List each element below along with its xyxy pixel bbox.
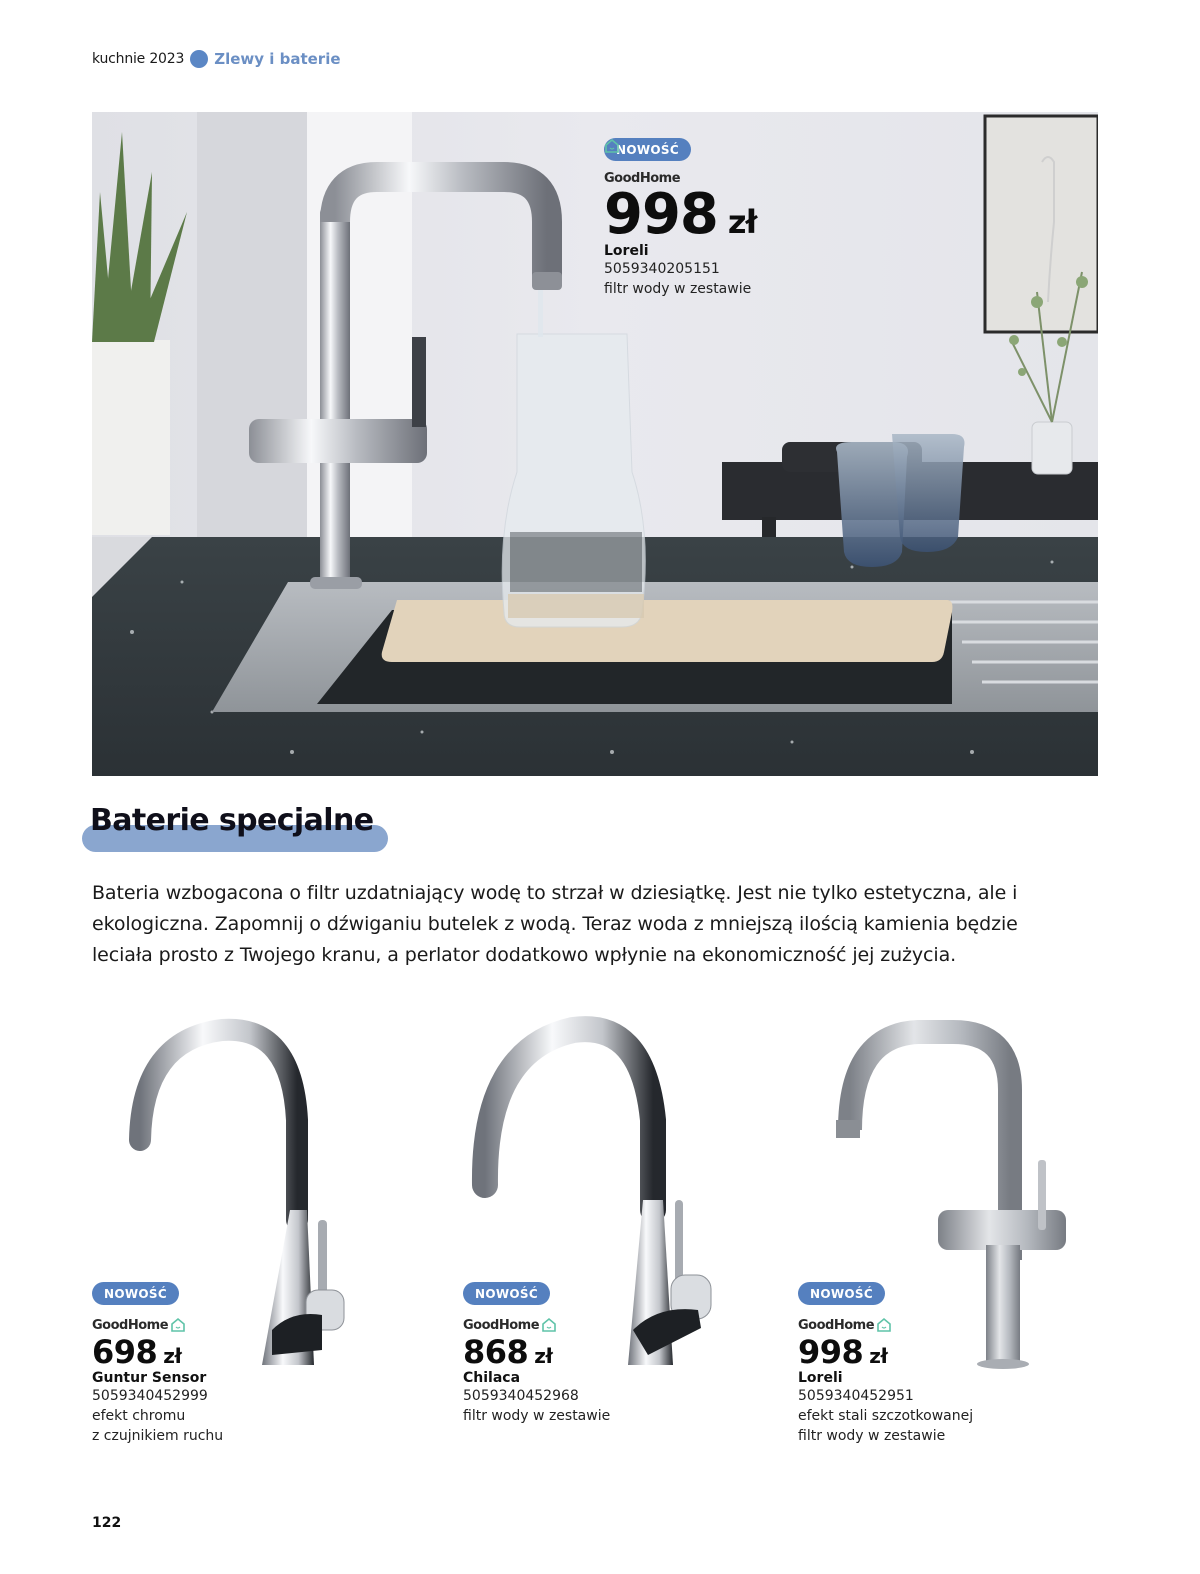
product-code: 5059340452999	[92, 1388, 208, 1404]
price-value: 868	[463, 1333, 529, 1371]
product-feature: filtr wody w zestawie	[604, 281, 752, 298]
price	[798, 1333, 973, 1371]
product-name: Loreli	[798, 1370, 843, 1386]
brand-name: GoodHome	[92, 1317, 169, 1333]
price-value: 998	[798, 1333, 864, 1371]
product-info	[798, 1282, 973, 1446]
product-feature-1: efekt chromu	[92, 1408, 186, 1424]
price	[604, 182, 757, 247]
new-badge: NOWOŚĆ	[92, 1282, 179, 1305]
product-feature-2: z czujnikiem ruchu	[92, 1428, 224, 1444]
hero-photo	[92, 112, 1098, 776]
brand-name: GoodHome	[463, 1317, 540, 1333]
price-currency: zł	[869, 1344, 888, 1368]
product-card-chilaca[interactable]	[463, 1010, 793, 1470]
house-icon	[541, 1317, 557, 1333]
price-currency: zł	[163, 1344, 182, 1368]
house-icon	[876, 1317, 892, 1333]
brand-logo	[92, 1317, 223, 1333]
section-dot-icon	[190, 50, 208, 68]
price-currency: zł	[534, 1344, 553, 1368]
product-feature-1: filtr wody w zestawie	[463, 1408, 611, 1424]
section-heading	[82, 803, 373, 838]
product-code: 5059340452968	[463, 1388, 579, 1404]
new-badge: NOWOŚĆ	[798, 1282, 885, 1305]
brand-name: GoodHome	[604, 171, 681, 186]
breadcrumb	[92, 50, 341, 68]
product-name: Guntur Sensor	[92, 1370, 207, 1386]
product-name: Chilaca	[463, 1370, 521, 1386]
product-card-loreli[interactable]	[798, 1010, 1128, 1470]
house-icon	[170, 1317, 186, 1333]
product-code: 5059340205151	[604, 261, 720, 278]
price-currency: zł	[727, 203, 757, 241]
price-value: 698	[92, 1333, 158, 1371]
price	[92, 1333, 223, 1371]
house-icon	[604, 138, 620, 154]
product-feature-1: efekt stali szczotkowanej	[798, 1408, 974, 1424]
new-badge: NOWOŚĆ	[604, 138, 691, 161]
product-code: 5059340452951	[798, 1388, 914, 1404]
product-card-guntur[interactable]	[92, 1010, 422, 1470]
brand-name: GoodHome	[798, 1317, 875, 1333]
product-info	[463, 1282, 610, 1426]
new-badge: NOWOŚĆ	[463, 1282, 550, 1305]
section-label: Zlewy i baterie	[214, 50, 341, 68]
hero-price-tag	[604, 138, 756, 300]
price-value: 998	[604, 182, 718, 247]
section-title: Baterie specjalne	[90, 803, 374, 838]
page-number: 122	[92, 1515, 122, 1531]
product-name: Loreli	[604, 243, 649, 260]
price	[463, 1333, 610, 1371]
kitchen-sink-photo	[92, 112, 1098, 776]
catalog-label: kuchnie 2023	[92, 51, 185, 67]
product-info	[92, 1282, 223, 1446]
intro-paragraph: Bateria wzbogacona o filtr uzdatniający wodę to strzał w dziesiątkę. Jest nie tylko estetyczna, ale i ekologiczna. Zapomnij o dźwiganiu butelek z wodą. Teraz woda z mniejszą ilością kamienia będzie leciała prosto z Twojego kranu, a perlator dodatkowo wpłynie na ekonomiczność jej zużycia.	[92, 882, 1018, 966]
brand-logo	[798, 1317, 973, 1333]
product-feature-2: filtr wody w zestawie	[798, 1428, 946, 1444]
brand-logo	[463, 1317, 610, 1333]
